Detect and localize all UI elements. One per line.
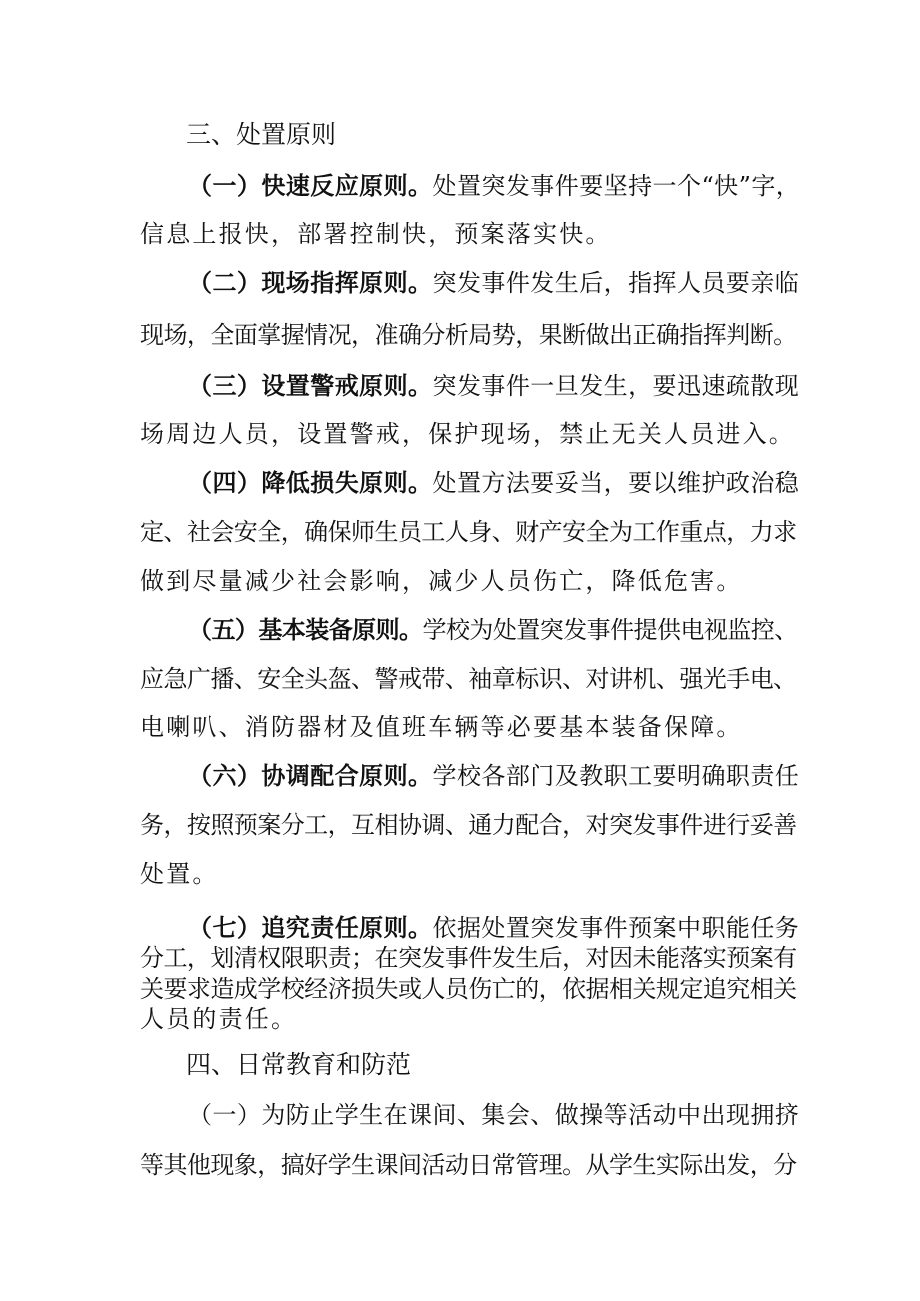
paragraph-line bbox=[188, 615, 800, 645]
paragraph-text: 学校为处置突发事件提供电视监控、 bbox=[422, 616, 798, 644]
paragraph-line: 关要求造成学校经济损失或人员伤亡的，依据相关规定追究相关 bbox=[140, 975, 797, 1003]
paragraph-line: （一）为防止学生在课间、集会、做操等活动中出现拥挤 bbox=[188, 1101, 800, 1129]
paragraph-line bbox=[188, 468, 800, 498]
paragraph-line: 处置。 bbox=[140, 860, 219, 888]
paragraph-line bbox=[188, 913, 800, 943]
paragraph-lead: （六）协调配合原则。 bbox=[188, 762, 433, 790]
paragraph-line: 做到尽量减少社会影响，减少人员伤亡，降低危害。 bbox=[140, 567, 743, 595]
section-heading-daily-education: 四、日常教育和防范 bbox=[186, 1050, 412, 1079]
paragraph-line: 现场，全面掌握情况，准确分析局势，果断做出正确指挥判断。 bbox=[140, 321, 797, 349]
paragraph-text: 突发事件一旦发生，要迅速疏散现 bbox=[432, 372, 800, 400]
paragraph-line bbox=[188, 268, 800, 298]
paragraph-lead: （五）基本装备原则。 bbox=[188, 616, 423, 644]
paragraph-text: 处置方法要妥当，要以维护政治稳 bbox=[432, 469, 800, 497]
paragraph-line: 务，按照预案分工，互相协调、通力配合，对突发事件进行妥善 bbox=[140, 811, 797, 839]
paragraph-line: 应急广播、安全头盔、警戒带、袖章标识、对讲机、强光手电、 bbox=[140, 665, 797, 693]
paragraph-text: 学校各部门及教职工要明确职责任 bbox=[432, 762, 800, 790]
paragraph-text: 突发事件发生后，指挥人员要亲临 bbox=[432, 269, 800, 297]
paragraph-line: 分工，划清权限职责；在突发事件发生后，对因未能落实预案有 bbox=[140, 944, 797, 972]
paragraph-line: 信息上报快，部署控制快，预案落实快。 bbox=[140, 220, 612, 248]
paragraph-text: 处置突发事件要坚持一个“快”字， bbox=[432, 172, 801, 200]
paragraph-line bbox=[188, 761, 800, 791]
paragraph-line: 人员的责任。 bbox=[140, 1005, 298, 1033]
paragraph-lead: （三）设置警戒原则。 bbox=[188, 372, 433, 400]
paragraph-line: 定、社会安全，确保师生员工人身、财产安全为工作重点，力求 bbox=[140, 518, 797, 546]
paragraph-line: 等其他现象，搞好学生课间活动日常管理。从学生实际出发，分 bbox=[140, 1151, 797, 1179]
paragraph-text: 依据处置突发事件预案中职能任务 bbox=[432, 914, 800, 942]
paragraph-lead: （七）追究责任原则。 bbox=[188, 914, 433, 942]
paragraph-line bbox=[188, 171, 800, 201]
paragraph-lead: （一）快速反应原则。 bbox=[188, 172, 433, 200]
paragraph-line: 电喇叭、消防器材及值班车辆等必要基本装备保障。 bbox=[140, 713, 743, 741]
paragraph-line bbox=[188, 371, 800, 401]
section-heading-principles: 三、处置原则 bbox=[186, 120, 337, 149]
paragraph-lead: （四）降低损失原则。 bbox=[188, 469, 433, 497]
paragraph-line: 场周边人员，设置警戒，保护现场，禁止无关人员进入。 bbox=[140, 420, 795, 448]
paragraph-lead: （二）现场指挥原则。 bbox=[188, 269, 433, 297]
